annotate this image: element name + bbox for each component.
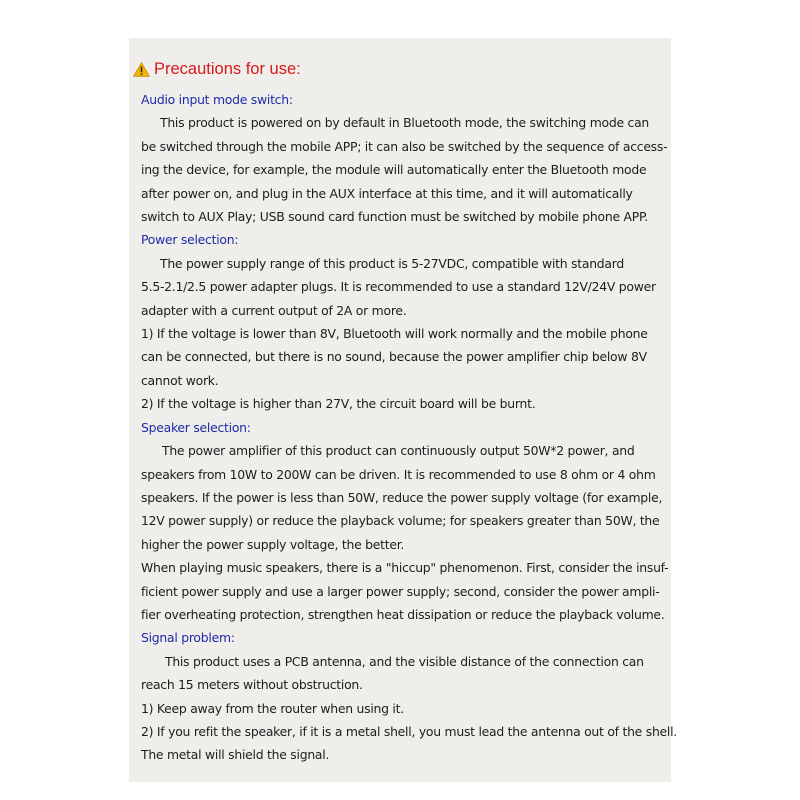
body-line: switch to AUX Play; USB sound card function must be switched by mobile phone APP. bbox=[141, 209, 648, 225]
body-line: be switched through the mobile APP; it can also be switched by the sequence of access- bbox=[141, 138, 668, 154]
body-line: ficient power supply and use a larger power supply; second, consider the power ampli- bbox=[141, 583, 660, 599]
body-line: 1) Keep away from the router when using it. bbox=[141, 700, 404, 716]
body-line: higher the power supply voltage, the better. bbox=[141, 536, 405, 552]
section-heading: Signal problem: bbox=[141, 630, 235, 646]
body-line: fier overheating protection, strengthen heat dissipation or reduce the playback volume. bbox=[141, 606, 665, 622]
section-heading: Speaker selection: bbox=[141, 419, 251, 435]
precautions-heading bbox=[133, 58, 301, 80]
body-line: ing the device, for example, the module will automatically enter the Bluetooth mode bbox=[141, 162, 647, 178]
body-line: 12V power supply) or reduce the playback volume; for speakers greater than 50W, the bbox=[141, 513, 660, 529]
body-line: 1) If the voltage is lower than 8V, Bluetooth will work normally and the mobile phone bbox=[141, 326, 648, 342]
body-line: When playing music speakers, there is a "hiccup" phenomenon. First, consider the insuf- bbox=[141, 560, 669, 576]
body-line: 2) If you refit the speaker, if it is a metal shell, you must lead the antenna out of the shell. bbox=[141, 723, 677, 739]
body-line: after power on, and plug in the AUX interface at this time, and it will automatically bbox=[141, 185, 633, 201]
body-line: 2) If the voltage is higher than 27V, the circuit board will be burnt. bbox=[141, 396, 536, 412]
body-line: cannot work. bbox=[141, 372, 219, 388]
body-line: This product uses a PCB antenna, and the visible distance of the connection can bbox=[165, 653, 644, 669]
body-line: reach 15 meters without obstruction. bbox=[141, 677, 363, 693]
warning-icon bbox=[133, 62, 150, 77]
body-line: speakers. If the power is less than 50W, reduce the power supply voltage (for example, bbox=[141, 489, 663, 505]
body-line: This product is powered on by default in Bluetooth mode, the switching mode can bbox=[160, 115, 650, 131]
precautions-body bbox=[141, 88, 677, 767]
body-line: 5.5-2.1/2.5 power adapter plugs. It is recommended to use a standard 12V/24V power bbox=[141, 279, 656, 295]
body-line: The metal will shield the signal. bbox=[141, 747, 330, 763]
body-line: The power supply range of this product is 5-27VDC, compatible with standard bbox=[160, 255, 624, 271]
section-heading: Audio input mode switch: bbox=[141, 92, 293, 107]
body-line: can be connected, but there is no sound, because the power amplifier chip below 8V bbox=[141, 349, 647, 365]
body-line: The power amplifier of this product can continuously output 50W*2 power, and bbox=[162, 443, 635, 459]
page-title: Precautions for use: bbox=[154, 59, 301, 78]
section-heading: Power selection: bbox=[141, 232, 239, 248]
body-line: adapter with a current output of 2A or more. bbox=[141, 302, 407, 318]
body-line: speakers from 10W to 200W can be driven. It is recommended to use 8 ohm or 4 ohm bbox=[141, 466, 656, 482]
